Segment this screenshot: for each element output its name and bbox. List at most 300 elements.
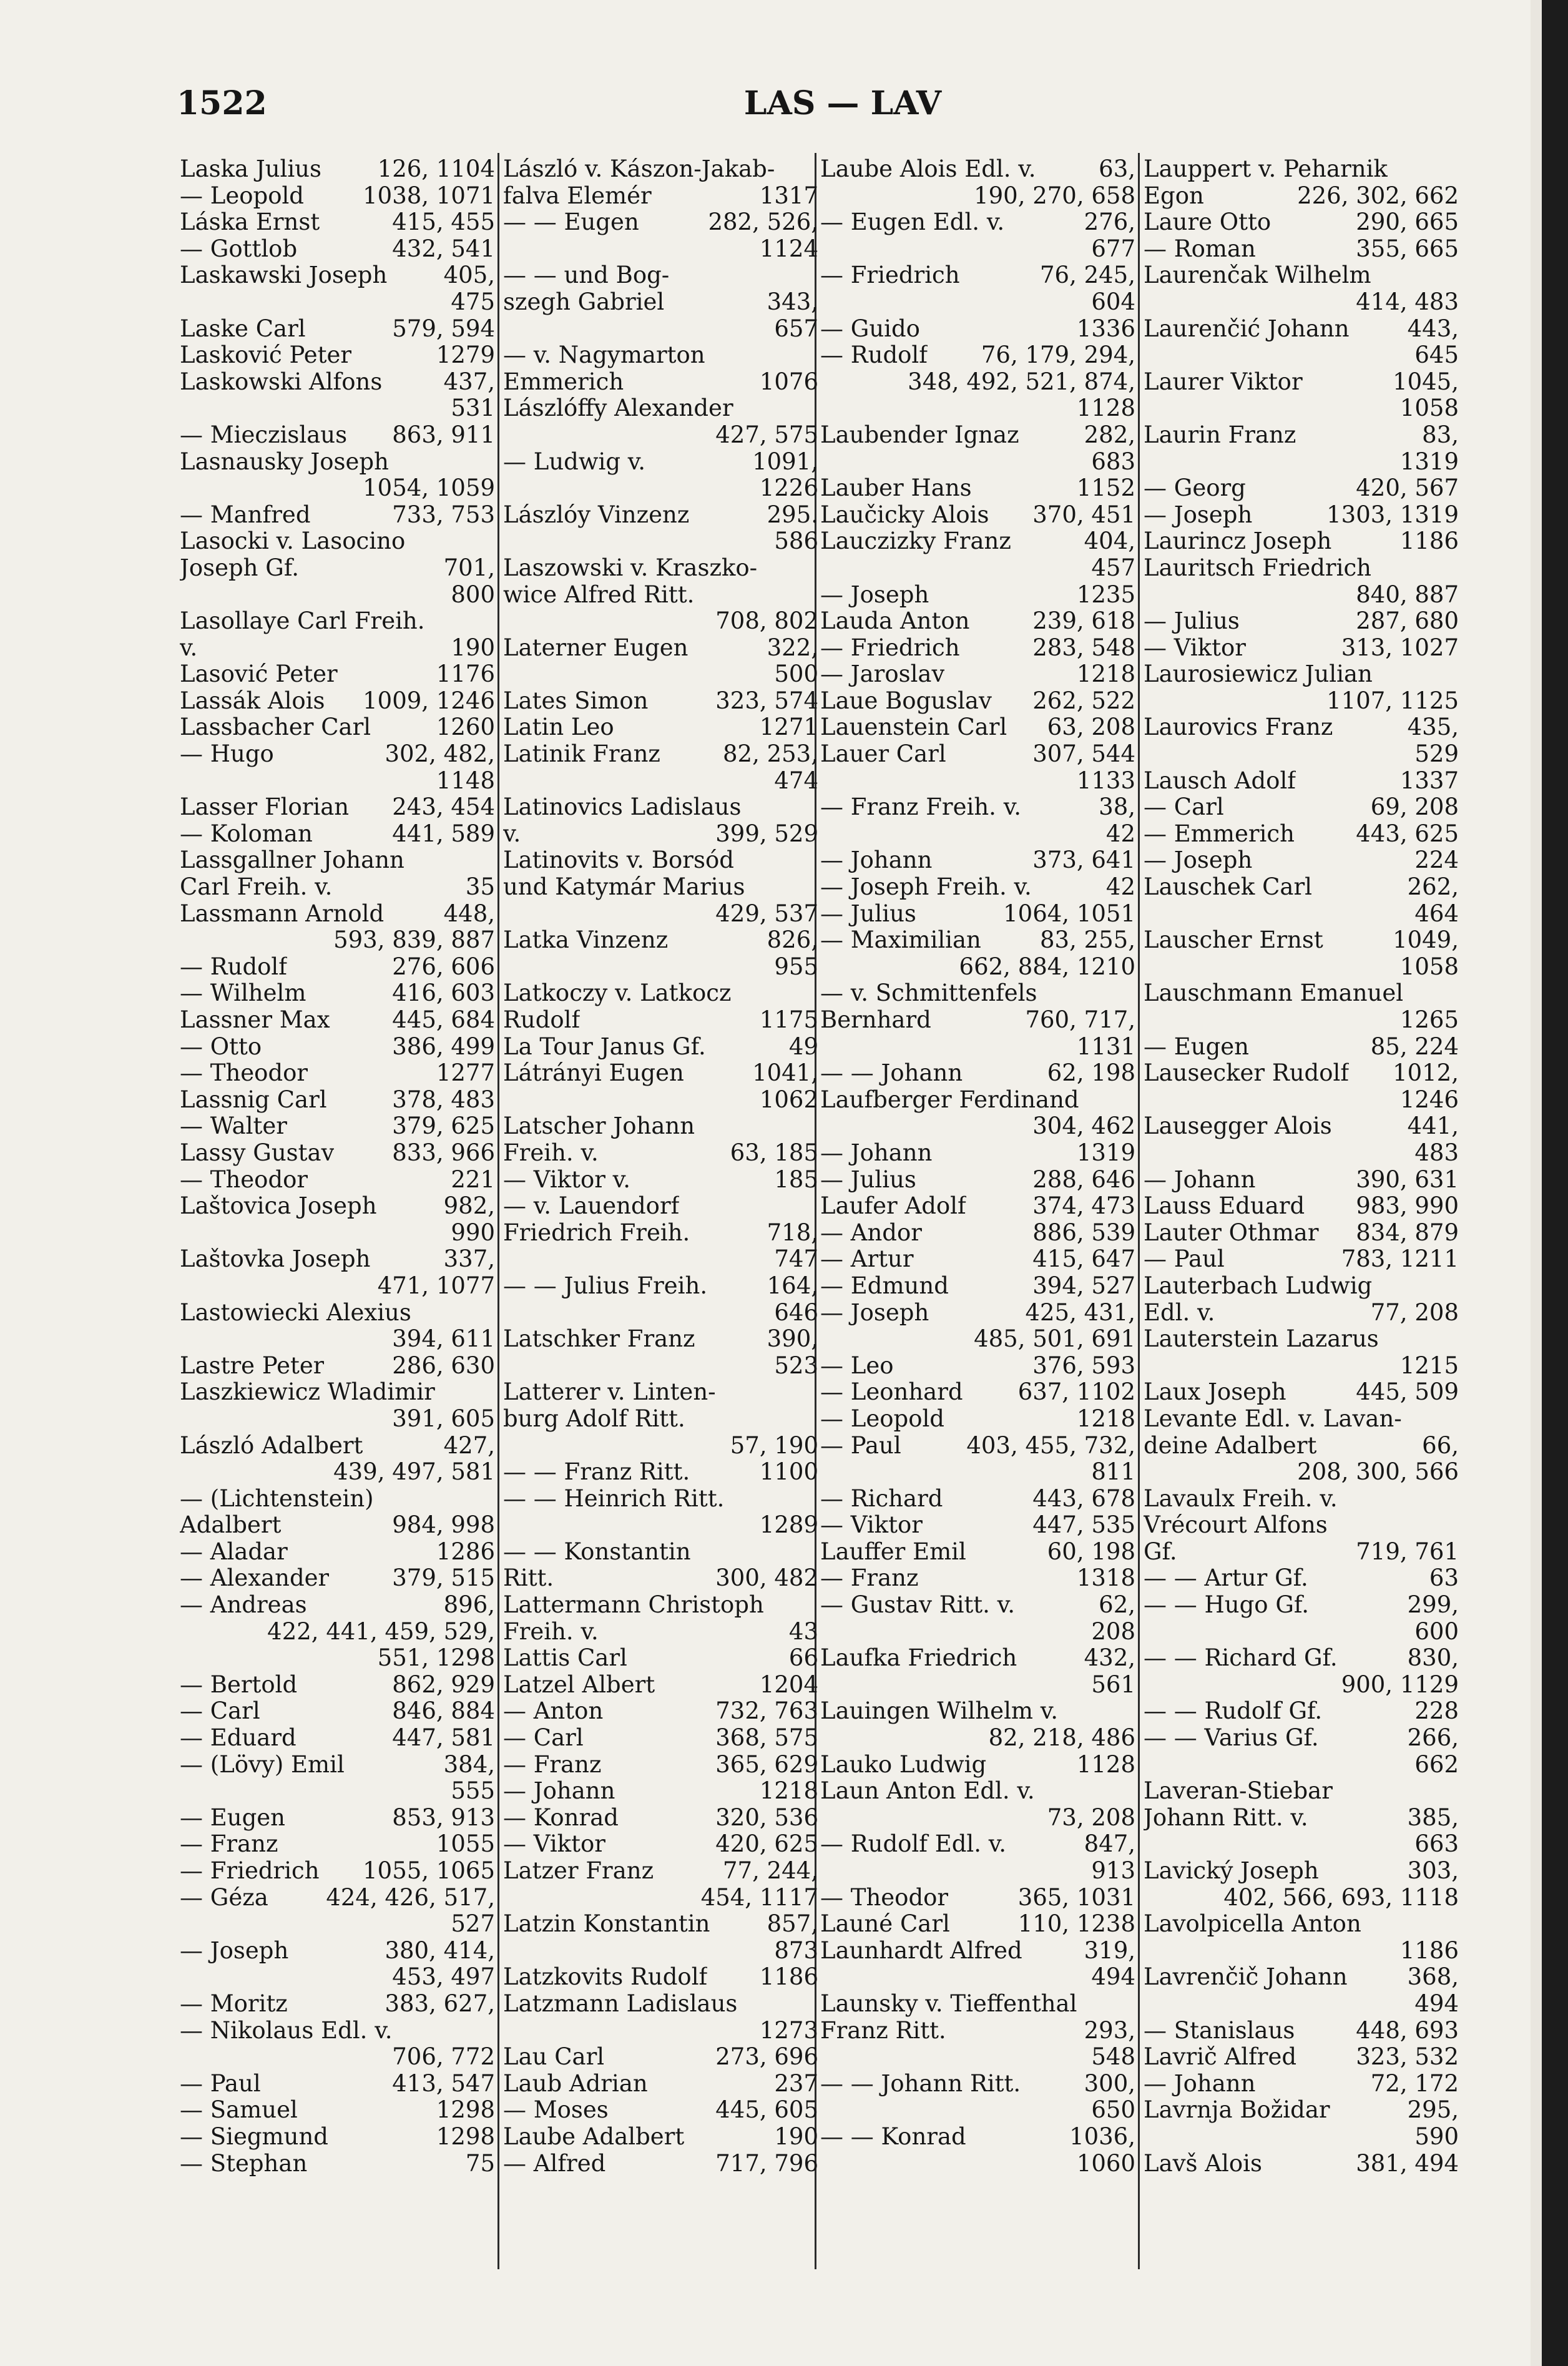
index-entry (820, 1087, 1135, 1114)
index-entry (503, 635, 818, 662)
entry-name: Lavický Joseph (1144, 1858, 1319, 1884)
entry-name (180, 1459, 217, 1486)
index-entry (1144, 1326, 1459, 1353)
index-entry (503, 1406, 818, 1433)
entry-pages (815, 262, 818, 289)
entry-pages: 82, 253, (723, 740, 818, 768)
entry-pages: 190 (451, 634, 495, 661)
index-entry (180, 2018, 495, 2044)
entry-name: — Eugen Edl. v. (820, 209, 1005, 236)
index-entry (1144, 2097, 1459, 2124)
index-entry (1144, 1140, 1459, 1167)
entry-name: — Leopold (180, 182, 304, 209)
index-entry (180, 1565, 495, 1592)
entry-name (820, 2044, 858, 2071)
index-entry (1144, 1938, 1459, 1965)
entry-name: — Aladar (180, 1538, 288, 1565)
entry-pages: 76, 245, (1040, 262, 1135, 289)
entry-name: — Joseph (1144, 847, 1253, 874)
entry-name: Launhardt Alfred (820, 1937, 1022, 1964)
entry-pages (815, 1991, 818, 2018)
entry-name: Laufka Friedrich (820, 1645, 1017, 1672)
index-entry (1144, 1752, 1459, 1779)
index-entry (503, 2071, 818, 2098)
entry-pages: 399, 529 (715, 820, 818, 847)
entry-name: — — Heinrich Ritt. (503, 1485, 725, 1512)
index-entry (1144, 289, 1459, 316)
index-entry (820, 1300, 1135, 1327)
index-entry (180, 741, 495, 768)
index-entry (820, 342, 1135, 369)
entry-pages: 464 (1414, 900, 1459, 927)
index-entry (1144, 156, 1459, 183)
entry-name: — Johann (820, 847, 933, 874)
entry-pages: 76, 179, 294, (981, 341, 1135, 369)
entry-pages (815, 1539, 818, 1566)
index-entry (820, 1831, 1135, 1858)
index-entry (503, 2151, 818, 2177)
entry-name: Laux Joseph (1144, 1379, 1286, 1406)
entry-pages: 427, (443, 1431, 495, 1459)
index-entry (180, 1406, 495, 1433)
entry-pages: 441, 589 (392, 820, 495, 847)
entry-pages: 900, 1129 (1341, 1671, 1459, 1698)
index-entry (503, 874, 818, 901)
entry-pages: 283, 548 (1032, 634, 1135, 661)
index-entry (820, 1273, 1135, 1300)
index-entry (1144, 1113, 1459, 1140)
entry-pages: 593, 839, 887 (333, 926, 495, 954)
entry-pages: 708, 802 (715, 607, 818, 635)
index-entry (820, 874, 1135, 901)
entry-name: Latinik Franz (503, 741, 660, 768)
index-entry (503, 608, 818, 635)
entry-pages: 77, 244, (723, 1857, 818, 1884)
index-entry (180, 1619, 495, 1646)
index-entry (180, 980, 495, 1007)
entry-name: Lassner Max (180, 1007, 330, 1033)
entry-pages: 383, 627, (385, 1990, 495, 2017)
index-entry (1144, 1379, 1459, 1406)
entry-pages (815, 156, 818, 183)
entry-name: Laučicky Alois (820, 501, 989, 528)
entry-pages: 445, 605 (715, 2096, 818, 2124)
entry-pages: 579, 594 (392, 315, 495, 342)
entry-name: — Andreas (180, 1592, 307, 1619)
entry-name: Lausch Adolf (1144, 767, 1296, 794)
index-entry (503, 502, 818, 529)
index-entry (820, 1938, 1135, 1965)
entry-name: — — Artur Gf. (1144, 1565, 1308, 1592)
entry-name (1144, 1938, 1181, 1965)
entry-pages: 706, 772 (392, 2043, 495, 2071)
entry-name: — Gottlob (180, 235, 298, 262)
entry-name (503, 1938, 541, 1965)
index-entry (180, 449, 495, 476)
index-entry (1144, 635, 1459, 662)
entry-pages: 783, 1211 (1341, 1245, 1459, 1273)
index-entry (503, 209, 818, 236)
index-entry (180, 874, 495, 901)
index-entry (1144, 1273, 1459, 1300)
entry-name (503, 768, 541, 795)
index-entry (503, 289, 818, 316)
entry-pages: 404, (1084, 528, 1135, 555)
index-entry (1144, 1858, 1459, 1885)
entry-pages: 322, (767, 634, 818, 661)
entry-pages (1455, 262, 1459, 289)
index-entry (1144, 1805, 1459, 1832)
entry-name (1144, 1140, 1181, 1167)
entry-pages: 299, (1407, 1591, 1459, 1619)
entry-pages: 662, 884, 1210 (959, 953, 1135, 980)
entry-name: — Leonhard (820, 1379, 963, 1406)
entry-pages (1132, 1991, 1135, 2018)
entry-pages: 719, 761 (1356, 1538, 1459, 1565)
index-entry (820, 847, 1135, 874)
entry-pages: 475 (451, 288, 495, 315)
entry-pages: 983, 990 (1356, 1192, 1459, 1220)
entry-name (180, 1619, 217, 1646)
entry-pages: 424, 426, 517, (326, 1883, 495, 1911)
index-entry (180, 1220, 495, 1247)
entry-pages: 1279 (436, 341, 495, 369)
entry-name: Laurenčić Johann (1144, 315, 1350, 342)
index-entry (820, 608, 1135, 635)
entry-name: Laubender Ignaz (820, 421, 1019, 448)
index-entry (1144, 1831, 1459, 1858)
entry-pages: 429, 537 (715, 900, 818, 927)
entry-pages: 1260 (436, 714, 495, 741)
entry-pages: 126, 1104 (377, 155, 495, 182)
entry-pages (491, 1486, 495, 1513)
entry-pages: 282, 526, (708, 209, 818, 236)
entry-name (1144, 1459, 1181, 1486)
entry-name (180, 289, 217, 316)
entry-name (180, 768, 217, 795)
index-entry (820, 1379, 1135, 1406)
entry-name: — — und Bog- (503, 262, 670, 289)
entry-name: Latin Leo (503, 714, 614, 741)
entry-pages: 402, 566, 693, 1118 (1223, 1883, 1459, 1911)
entry-name: — Joseph (180, 1937, 289, 1964)
entry-pages: 300, 482 (715, 1564, 818, 1592)
entry-pages: 523 (774, 1352, 818, 1379)
entry-pages (491, 1379, 495, 1406)
entry-name: Lauscher Ernst (1144, 927, 1323, 954)
entry-name: — Ludwig v. (503, 448, 646, 475)
entry-name: Lastre Peter (180, 1352, 325, 1379)
entry-name (820, 1964, 858, 1991)
entry-name (1144, 741, 1181, 768)
index-entry (503, 1007, 818, 1034)
entry-name (1144, 1831, 1181, 1858)
entry-pages: 1337 (1399, 767, 1459, 794)
index-entry (503, 1964, 818, 1991)
entry-pages: 1318 (1076, 1564, 1135, 1592)
entry-name: Lavolpicella Anton (1144, 1911, 1361, 1938)
entry-name: Lassy Gustav (180, 1139, 335, 1166)
entry-name: — Paul (820, 1432, 901, 1459)
entry-name: Latkoczy v. Latkocz (503, 980, 732, 1007)
entry-name: — Georg (1144, 475, 1246, 502)
entry-pages: 650 (1091, 2096, 1135, 2124)
index-entry (820, 688, 1135, 715)
entry-pages: 379, 515 (392, 1564, 495, 1592)
entry-pages: 243, 454 (392, 793, 495, 821)
index-entry (503, 1512, 818, 1539)
entry-name: Lastowiecki Alexius (180, 1299, 411, 1326)
entry-pages: 443, 678 (1032, 1485, 1135, 1512)
index-entry (820, 1539, 1135, 1566)
entry-pages: 1218 (759, 1777, 818, 1805)
entry-name: Laszkiewicz Wladimir (180, 1379, 435, 1406)
entry-pages: 237 (774, 2069, 818, 2097)
entry-name: szegh Gabriel (503, 288, 665, 315)
entry-pages: 110, 1238 (1017, 1910, 1135, 1938)
index-entry (180, 1459, 495, 1486)
entry-pages: 432, 541 (392, 235, 495, 262)
entry-name: — v. Schmittenfels (820, 980, 1037, 1007)
entry-name (820, 1805, 858, 1832)
index-entry (180, 608, 495, 635)
entry-pages: 273, 696 (715, 2043, 818, 2071)
index-entry (820, 1246, 1135, 1273)
index-entry (1144, 1433, 1459, 1460)
entry-pages: 355, 665 (1356, 235, 1459, 262)
entry-pages: 471, 1077 (377, 1272, 495, 1299)
entry-pages: 374, 473 (1032, 1192, 1135, 1220)
entry-pages (491, 847, 495, 874)
index-entry (1144, 369, 1459, 396)
entry-pages: 266, (1407, 1724, 1459, 1752)
entry-pages: 425, 431, (1025, 1298, 1135, 1326)
entry-pages: 1336 (1076, 315, 1135, 342)
index-entry (180, 688, 495, 715)
entry-name: — Johann (1144, 2070, 1256, 2097)
entry-pages: 494 (1091, 1963, 1135, 1991)
index-entry (503, 1698, 818, 1725)
index-entry (1144, 980, 1459, 1007)
index-entry (180, 1991, 495, 2018)
index-entry (503, 1592, 818, 1619)
index-entry (820, 1619, 1135, 1646)
index-entry (503, 768, 818, 795)
entry-name: — Jaroslav (820, 661, 945, 688)
entry-name: Lauffer Emil (820, 1538, 966, 1565)
index-entry (820, 449, 1135, 476)
entry-name: Lasocki v. Lasocino (180, 528, 406, 555)
index-entry (180, 1805, 495, 1832)
entry-name: — Rudolf (820, 342, 928, 369)
entry-pages: 403, 455, 732, (966, 1431, 1135, 1459)
entry-pages: 873 (774, 1936, 818, 1964)
entry-name: — Wilhelm (180, 980, 306, 1007)
index-entry (820, 289, 1135, 316)
entry-name: Freih. v. (503, 1618, 599, 1645)
entry-name: Laue Boguslav (820, 687, 992, 714)
index-entry (503, 1273, 818, 1300)
index-entry (1144, 741, 1459, 768)
entry-pages: 847, (1084, 1830, 1135, 1858)
entry-name: Laun Anton Edl. v. (820, 1778, 1035, 1805)
entry-name: Laveran-Stiebar (1144, 1778, 1333, 1805)
entry-name: Lavrič Alfred (1144, 2044, 1297, 2071)
index-entry (503, 582, 818, 609)
index-entry (1144, 1539, 1459, 1566)
entry-pages: 833, 966 (392, 1139, 495, 1166)
index-entry (820, 1486, 1135, 1513)
entry-pages: 437, (443, 368, 495, 395)
index-entry (503, 661, 818, 688)
entry-name: Latinovits v. Borsód (503, 847, 734, 874)
entry-name (180, 1778, 217, 1805)
entry-pages: 1045, (1393, 368, 1459, 395)
index-entry (1144, 1592, 1459, 1619)
entry-name: Laube Alois Edl. v. (820, 156, 1036, 182)
entry-name: — v. Lauendorf (503, 1193, 680, 1220)
entry-name: Lates Simon (503, 687, 649, 714)
entry-name: Latterer v. Linten- (503, 1379, 716, 1406)
index-entry (180, 954, 495, 981)
entry-pages: 646 (774, 1298, 818, 1326)
entry-name: Lasser Florian (180, 794, 350, 821)
index-entry (180, 1831, 495, 1858)
entry-pages: 394, 527 (1032, 1272, 1135, 1299)
index-entry (503, 1778, 818, 1805)
entry-pages (1132, 1778, 1135, 1805)
entry-pages: 984, 998 (392, 1511, 495, 1539)
index-entry (180, 209, 495, 236)
entry-pages: 427, 575 (715, 421, 818, 448)
entry-pages: 454, 1117 (700, 1883, 818, 1911)
entry-name: Lattermann Christoph (503, 1592, 764, 1619)
entry-pages: 368, 575 (715, 1724, 818, 1752)
index-entry (503, 2097, 818, 2124)
index-entry (503, 342, 818, 369)
index-entry (180, 768, 495, 795)
entry-name: Laurosiewicz Julian (1144, 661, 1373, 688)
index-entry (1144, 183, 1459, 210)
entry-name: Lauterbach Ludwig (1144, 1272, 1373, 1299)
index-entry (1144, 847, 1459, 874)
entry-pages: 1041, (752, 1059, 818, 1087)
index-entry (1144, 1459, 1459, 1486)
index-entry (503, 1140, 818, 1167)
entry-pages (815, 874, 818, 901)
index-entry (503, 1486, 818, 1513)
entry-name: Laska Julius (180, 156, 322, 182)
entry-pages: 1012, (1393, 1059, 1459, 1087)
index-entry (820, 1326, 1135, 1353)
index-entry (1144, 1353, 1459, 1380)
entry-name: — Viktor (1144, 634, 1246, 661)
index-entry (180, 502, 495, 529)
entry-pages (815, 980, 818, 1007)
entry-pages: 290, 665 (1356, 209, 1459, 236)
index-entry (820, 1060, 1135, 1087)
index-entry (820, 2018, 1135, 2044)
entry-pages: 62, 198 (1047, 1059, 1135, 1087)
index-entry (180, 1938, 495, 1965)
entry-name: — Eugen (180, 1804, 286, 1831)
index-entry (503, 927, 818, 954)
index-entry (180, 316, 495, 343)
entry-name: Lassnig Carl (180, 1086, 327, 1113)
index-entry (820, 1698, 1135, 1725)
index-entry (503, 954, 818, 981)
index-entry (180, 1752, 495, 1779)
entry-name (820, 555, 858, 582)
index-entry (180, 1326, 495, 1353)
index-entry (180, 2151, 495, 2177)
index-entry (503, 821, 818, 848)
entry-pages: 1148 (436, 767, 495, 794)
entry-pages: 955 (774, 953, 818, 980)
index-entry (820, 1459, 1135, 1486)
entry-pages: 853, 913 (392, 1804, 495, 1831)
entry-pages: 913 (1091, 1857, 1135, 1884)
entry-name (503, 422, 541, 449)
index-entry (820, 1885, 1135, 1912)
index-entry (180, 1672, 495, 1699)
entry-name (503, 1433, 541, 1460)
entry-pages: 63, 185 (730, 1139, 818, 1166)
index-entry (820, 714, 1135, 741)
index-entry (180, 555, 495, 582)
entry-name: — Paul (180, 2070, 261, 2097)
entry-pages: 82, 218, 486 (988, 1724, 1135, 1752)
entry-name: — Joseph (1144, 501, 1253, 528)
entry-name (1144, 954, 1181, 981)
entry-name: Lavš Alois (1144, 2150, 1262, 2177)
entry-name (180, 582, 217, 609)
index-entry (180, 1885, 495, 1912)
entry-name (180, 475, 217, 502)
index-entry (503, 1379, 818, 1406)
index-entry (820, 262, 1135, 289)
index-entry (820, 661, 1135, 688)
index-entry (820, 209, 1135, 236)
index-entry (820, 794, 1135, 821)
index-entry (180, 1167, 495, 1194)
entry-name (820, 821, 858, 848)
index-entry (503, 1220, 818, 1247)
entry-pages: 307, 544 (1032, 740, 1135, 768)
entry-pages: 1235 (1076, 581, 1135, 608)
entry-name: Levante Edl. v. Lavan- (1144, 1405, 1402, 1432)
entry-name: Latzkovits Rudolf (503, 1964, 708, 1991)
entry-name: — Viktor (820, 1512, 923, 1539)
index-entry (180, 183, 495, 210)
index-entry (820, 1512, 1135, 1539)
index-entry (1144, 821, 1459, 848)
entry-name: Lauingen Wilhelm v. (820, 1698, 1059, 1725)
entry-pages: 485, 501, 691 (974, 1325, 1135, 1353)
entry-pages: 57, 190 (730, 1431, 818, 1459)
index-entry (1144, 1087, 1459, 1114)
entry-pages: 1186 (1399, 528, 1459, 555)
entry-name (1144, 289, 1181, 316)
entry-pages: 1265 (1399, 1006, 1459, 1033)
index-entry (1144, 2124, 1459, 2151)
index-entry (503, 794, 818, 821)
index-entry (503, 1645, 818, 1672)
index-entry (820, 2124, 1135, 2151)
entry-name (820, 2151, 858, 2177)
entry-pages: 66 (788, 1644, 818, 1672)
entry-pages: 35 (465, 873, 495, 901)
